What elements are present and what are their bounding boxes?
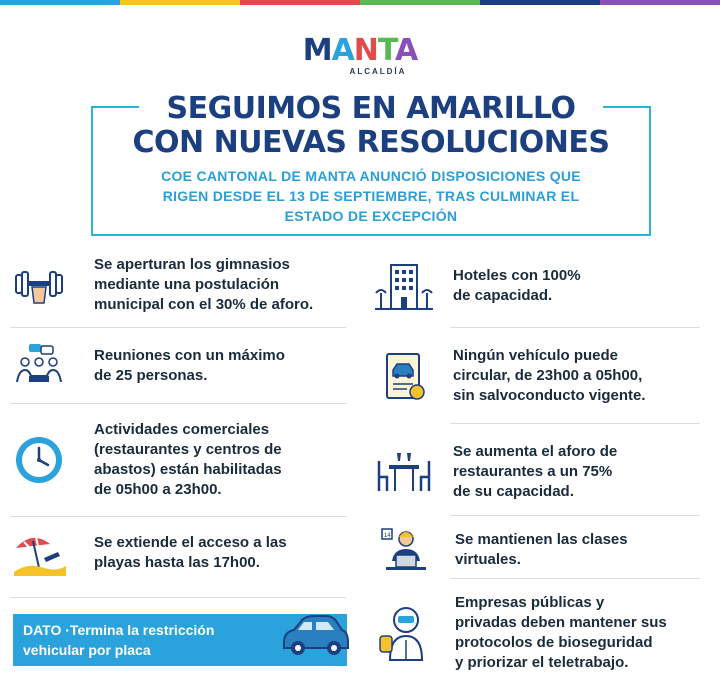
list-item-commerce: Actividades comerciales (restaurantes y centros de abastos) están habilitadas de 05h00 a 23h00. [10,414,355,506]
headline-box [91,91,651,236]
list-item-beaches: Se extiende el acceso a las playas hasta las 17h00. [10,522,355,584]
dato-banner: DATO ·Termina la restricción vehicular por placa [13,614,347,666]
list-item-curfew: Ningún vehículo puede circular, de 23h00 a 05h00, sin salvoconducto vigente. [375,336,715,416]
meeting-icon [10,337,68,395]
restaurant-icon [375,443,433,501]
divider [450,327,700,328]
divider [450,423,700,424]
manta-logo [300,33,420,80]
color-stripe [0,0,720,5]
svg-text:14: 14 [384,533,391,539]
logo-subtitle: ALCALDÍA [349,67,407,76]
list-item-restaurants: Se aumenta el aforo de restaurantes a un 75% de su capacidad. [375,432,715,512]
clock-icon [10,431,68,489]
logo-word: MANTA [302,33,418,68]
car-icon [278,612,350,660]
list-item-companies: Empresas públicas y privadas deben mantener sus protocolos de bioseguridad y priorizar el teletrabajo. [375,588,720,678]
divider [10,516,346,517]
list-item-meetings: Reuniones con un máximo de 25 personas. [10,334,355,398]
dato-label: DATO [23,622,62,638]
laptop-class-icon [375,521,433,579]
dumbbell-icon [10,256,68,314]
divider [450,578,700,579]
list-item-virtual-classes: 14 Se mantienen las clases virtuales. [375,518,715,582]
page-subtitle: COE CANTONAL DE MANTA ANUNCIÓ DISPOSICIONES QUE RIGEN DESDE EL 13 DE SEPTIEMBRE, TRAS CULMINAR EL ESTADO DE EXCEPCIÓN [161,168,581,224]
divider [10,597,346,598]
hotel-icon [375,257,433,315]
list-item-hotels: Hoteles con 100% de capacidad. [375,254,715,318]
beach-icon [10,524,68,582]
list-item-gyms: Se aperturan los gimnasios mediante una postulación municipal con el 30% de aforo. [10,252,355,318]
divider [10,327,346,328]
divider [450,515,700,516]
biosafety-worker-icon [375,604,433,662]
divider [10,403,346,404]
document-car-icon [375,347,433,405]
page-title: SEGUIMOS EN AMARILLO CON NUEVAS RESOLUCIONES [132,91,610,160]
